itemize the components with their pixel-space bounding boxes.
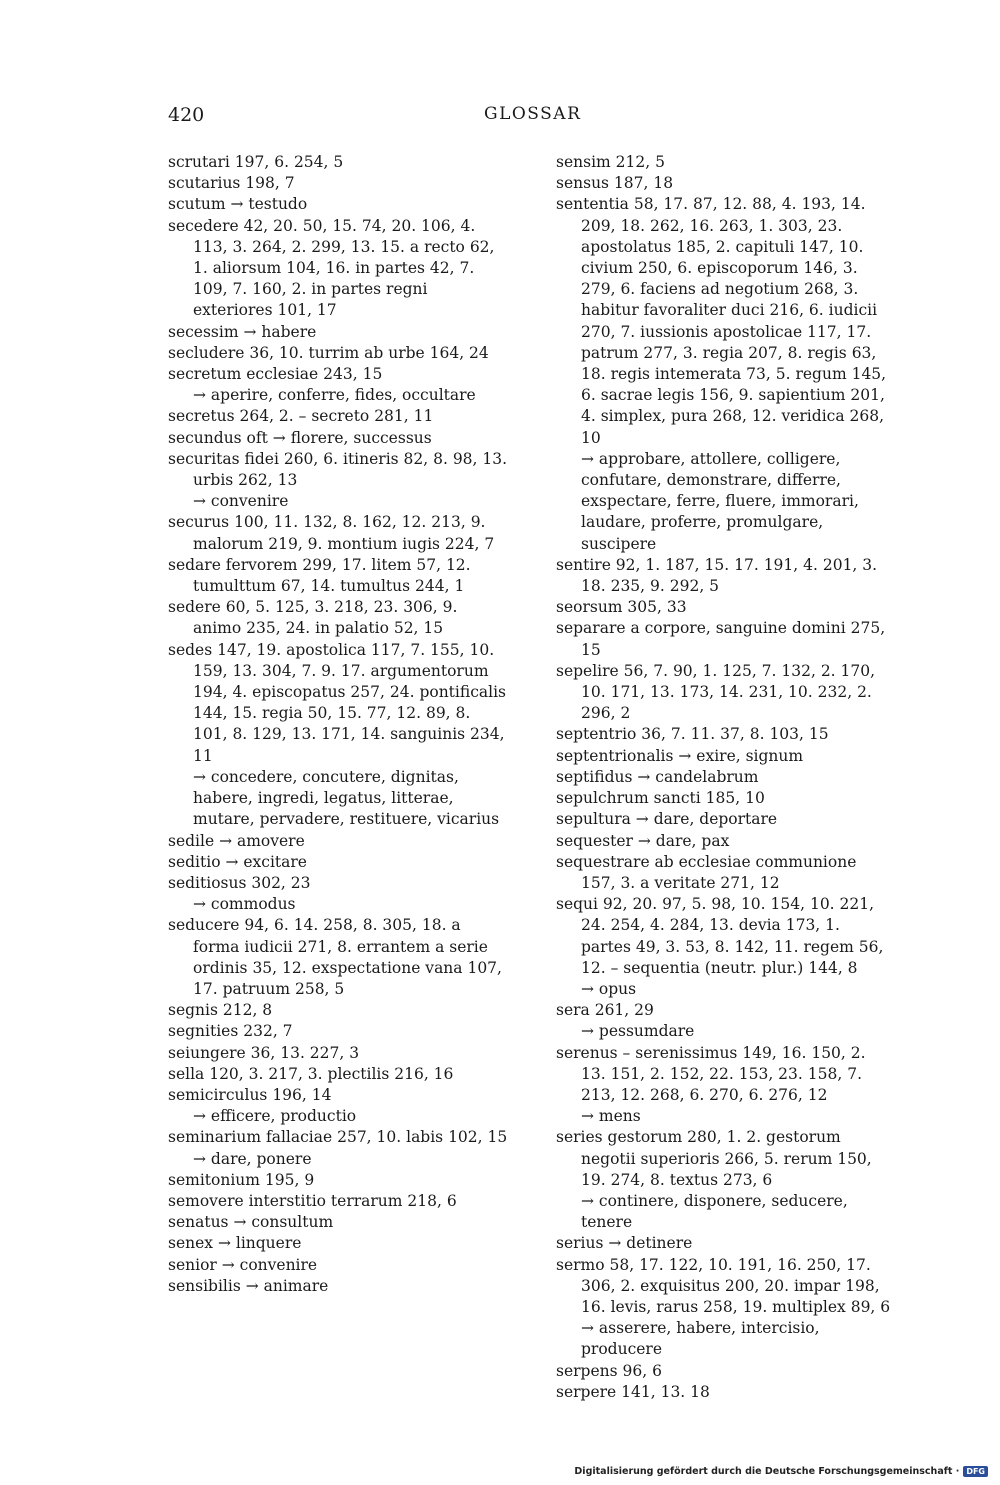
glossary-entry: semovere interstitio terrarum 218, 6 — [168, 1191, 457, 1210]
glossary-entry: sella 120, 3. 217, 3. plectilis 216, 16 — [168, 1064, 454, 1083]
glossary-column-left — [168, 152, 508, 1297]
glossary-entry: securitas fidei 260, 6. itineris 82, 8. 98, 13. urbis 262, 13 — [168, 449, 508, 490]
glossary-entry: sedere 60, 5. 125, 3. 218, 23. 306, 9. animo 235, 24. in palatio 52, 15 — [168, 598, 458, 638]
glossary-entry: → pessumdare — [581, 1022, 695, 1041]
glossary-entry: → asserere, habere, intercisio, producere — [581, 1319, 820, 1359]
footer-text: Digitalisierung gefördert durch die Deutsche Forschungsgemeinschaft · — [574, 1466, 960, 1477]
glossary-entry: sequi 92, 20. 97, 5. 98, 10. 154, 10. 221, 24. 254, 4. 284, 13. devia 173, 1. partes 49, 3. 53, 8. 142, 11. regem 56, 12. – sequentia (neutr. plur.) 144, 8 — [556, 895, 884, 977]
footer-credit — [574, 1466, 988, 1477]
glossary-entry: seminarium fallaciae 257, 10. labis 102, 15 — [168, 1128, 508, 1147]
glossary-entry: secludere 36, 10. turrim ab urbe 164, 24 — [168, 343, 489, 362]
glossary-entry: sedes 147, 19. apostolica 117, 7. 155, 10. 159, 13. 304, 7. 9. 17. argumentorum 194, 4. episcopatus 257, 24. pontificalis 144, 15. regia 50, 15. 77, 12. 89, 8. 101, 8. 129, 13. 171, 14. sanguinis 234, 11 — [168, 640, 506, 765]
dfg-logo: DFG — [963, 1466, 988, 1477]
glossary-entry: → dare, ponere — [193, 1149, 312, 1168]
glossary-entry: semitonium 195, 9 — [168, 1170, 315, 1189]
glossary-entry: sepultura → dare, deportare — [556, 810, 778, 829]
glossary-entry: secretus 264, 2. – secreto 281, 11 — [168, 407, 434, 426]
glossary-entry: septifidus → candelabrum — [556, 767, 759, 786]
glossary-entry: sermo 58, 17. 122, 10. 191, 16. 250, 17. 306, 2. exquisitus 200, 20. impar 198, 16. levis, rarus 258, 19. multiplex 89, 6 — [556, 1255, 891, 1316]
glossary-entry: sera 261, 29 — [556, 1001, 654, 1020]
glossary-entry: serpere 141, 13. 18 — [556, 1382, 710, 1401]
glossary-entry: → mens — [581, 1107, 641, 1126]
glossary-column-right — [556, 152, 894, 1403]
glossary-entry: series gestorum 280, 1. 2. gestorum negotii superioris 266, 5. rerum 150, 19. 274, 8. textus 273, 6 — [556, 1128, 872, 1189]
glossary-entry: seducere 94, 6. 14. 258, 8. 305, 18. a forma iudicii 271, 8. errantem a serie ordinis 35, 12. exspectatione vana 107, 17. patruum 258, 5 — [168, 916, 502, 998]
running-head: GLOSSAR — [484, 104, 582, 124]
glossary-entry: → commodus — [193, 895, 296, 914]
glossary-entry: scutarius 198, 7 — [168, 174, 295, 193]
glossary-entry: secedere 42, 20. 50, 15. 74, 20. 106, 4. 113, 3. 264, 2. 299, 13. 15. a recto 62, 1. aliorsum 104, 16. in partes 42, 7. 109, 7. 160, 2. in partes regni exteriores 101, 17 — [168, 216, 495, 320]
glossary-entry: segnities 232, 7 — [168, 1022, 293, 1041]
glossary-entry: scrutari 197, 6. 254, 5 — [168, 153, 344, 171]
glossary-entry: septentrio 36, 7. 11. 37, 8. 103, 15 — [556, 725, 829, 744]
glossary-entry: sentire 92, 1. 187, 15. 17. 191, 4. 201, 3. 18. 235, 9. 292, 5 — [556, 555, 878, 596]
glossary-entry: → efficere, productio — [193, 1107, 357, 1126]
glossary-entry: serenus – serenissimus 149, 16. 150, 2. 13. 151, 2. 152, 22. 153, 23. 158, 7. 213, 12. 268, 6. 270, 6. 276, 12 — [556, 1043, 866, 1104]
glossary-entry: sedile → amovere — [168, 831, 305, 850]
glossary-entry: secessim → habere — [168, 322, 317, 341]
glossary-entry: segnis 212, 8 — [168, 1001, 273, 1020]
glossary-entry: securus 100, 11. 132, 8. 162, 12. 213, 9. malorum 219, 9. montium iugis 224, 7 — [168, 513, 495, 553]
glossary-entry: seditiosus 302, 23 — [168, 873, 311, 892]
glossary-entry: sensibilis → animare — [168, 1276, 329, 1295]
glossary-entry: senatus → consultum — [168, 1213, 334, 1232]
glossary-entry: septentrionalis → exire, signum — [556, 746, 804, 765]
page-number: 420 — [168, 104, 205, 126]
glossary-entry: → convenire — [193, 492, 289, 511]
glossary-entry: senior → convenire — [168, 1255, 318, 1274]
glossary-entry: semicirculus 196, 14 — [168, 1085, 332, 1104]
glossary-entry: seditio → excitare — [168, 852, 307, 871]
glossary-entry: scutum → testudo — [168, 195, 308, 214]
glossary-entry: sequester → dare, pax — [556, 831, 730, 850]
glossary-entry: → approbare, attollere, colligere, confutare, demonstrare, differre, exspectare, ferre, fluere, immorari, laudare, proferre, promulgare, suscipere — [581, 449, 859, 553]
glossary-entry: sepulchrum sancti 185, 10 — [556, 789, 765, 808]
glossary-entry: seorsum 305, 33 — [556, 598, 687, 617]
glossary-entry: serpens 96, 6 — [556, 1361, 662, 1380]
glossary-entry: sensim 212, 5 — [556, 153, 665, 171]
glossary-entry: → opus — [581, 979, 637, 998]
glossary-entry: sensus 187, 18 — [556, 174, 674, 193]
glossary-entry: secundus oft → florere, successus — [168, 428, 432, 447]
glossary-entry: senex → linquere — [168, 1234, 302, 1253]
glossary-entry: secretum ecclesiae 243, 15 — [168, 365, 383, 384]
glossary-entry: separare a corpore, sanguine domini 275, 15 — [556, 619, 886, 659]
glossary-entry: → aperire, conferre, fides, occultare — [193, 386, 476, 405]
glossary-entry: sepelire 56, 7. 90, 1. 125, 7. 132, 2. 170, 10. 171, 13. 173, 14. 231, 10. 232, 2. 296, 2 — [556, 661, 876, 723]
glossary-entry: sententia 58, 17. 87, 12. 88, 4. 193, 14. 209, 18. 262, 16. 263, 1. 303, 23. apostolatus 185, 2. capituli 147, 10. civium 250, 6. episcoporum 146, 3. 279, 6. faciens ad negotium 268, 3. habitur favoraliter duci 216, 6. iudicii 270, 7. iussionis apostolicae 117, 17. patrum 277, 3. regia 207, 8. regis 63, 18. regis intemerata 73, 5. regum 145, 6. sacrae legis 156, 9. sapientium 201, 4. simplex, pura 268, 12. veridica 268, 10 — [556, 195, 887, 447]
glossary-entry: → concedere, concutere, dignitas, habere, ingredi, legatus, litterae, mutare, pervadere, restituere, vicarius — [193, 767, 500, 829]
glossary-entry: sedare fervorem 299, 17. litem 57, 12. tumulttum 67, 14. tumultus 244, 1 — [168, 555, 471, 596]
glossary-entry: seiungere 36, 13. 227, 3 — [168, 1043, 360, 1062]
glossary-entry: serius → detinere — [556, 1234, 693, 1253]
glossary-entry: → continere, disponere, seducere, tenere — [581, 1191, 848, 1232]
glossary-entry: sequestrare ab ecclesiae communione 157, 3. a veritate 271, 12 — [556, 852, 857, 892]
